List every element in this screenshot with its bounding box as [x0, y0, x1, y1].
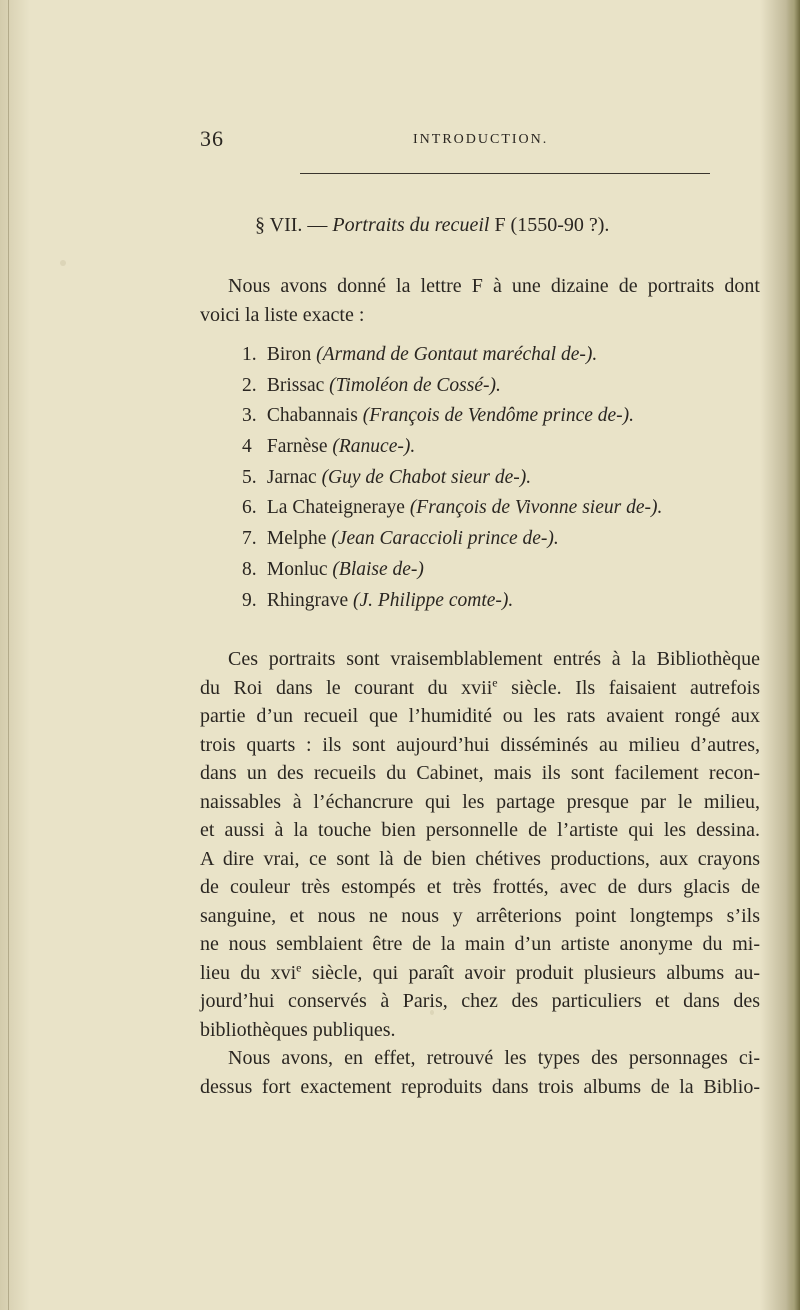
list-number: 6.	[242, 497, 257, 519]
portrait-list	[242, 340, 662, 616]
binding-edge	[8, 0, 9, 1310]
intro-paragraph	[200, 272, 760, 329]
text-line: jourd’hui conservés à Paris, chez des particuliers et dans des	[200, 990, 760, 1012]
page-number: 36	[200, 126, 224, 151]
list-name: Monluc	[266, 558, 328, 580]
list-name: Rhingrave	[266, 589, 349, 611]
list-detail: (Guy de Chabot sieur de-).	[321, 466, 532, 488]
list-item	[242, 555, 662, 586]
text-line: ne nous semblaient être de la main d’un artiste anonyme du mi-	[200, 933, 760, 955]
section-heading	[255, 214, 609, 237]
list-detail: (Ranuce-).	[332, 436, 416, 458]
list-item	[242, 463, 662, 494]
text-line: dessus fort exactement reproduits dans trois albums de la Biblio-	[200, 1075, 760, 1098]
section-number: § VII. —	[255, 214, 328, 236]
list-number: 8.	[242, 558, 257, 580]
superscript: e	[296, 959, 302, 974]
list-number: 1.	[242, 344, 257, 365]
list-item	[242, 493, 662, 524]
list-detail: (François de Vivonne sieur de-).	[409, 497, 663, 519]
list-number: 3.	[242, 405, 257, 427]
text-fragment: du Roi dans le courant du xvii	[200, 676, 493, 699]
body-paragraph	[200, 645, 760, 1101]
list-number: 2.	[242, 374, 257, 396]
superscript: e	[492, 674, 498, 689]
list-item	[242, 524, 662, 555]
list-item	[242, 586, 662, 617]
list-detail: (Armand de Gontaut maréchal de-).	[316, 344, 598, 365]
list-name: Farnèse	[266, 436, 328, 458]
list-detail: (Blaise de-)	[332, 558, 424, 580]
list-item	[242, 371, 662, 402]
text-line: sanguine, et nous ne nous y arrêterions point longtemps s’ils	[200, 904, 760, 927]
text-line: et aussi à la touche bien personnelle de l’artiste qui les dessina.	[200, 819, 760, 841]
list-detail: (J. Philippe comte-).	[352, 589, 514, 611]
text-line: voici la liste exacte :	[200, 303, 365, 326]
list-name: La Chateigneraye	[266, 497, 405, 519]
text-line: naissables à l’échancrure qui les partage presque par le milieu,	[200, 790, 760, 813]
list-name: Chabannais	[266, 405, 358, 427]
text-fragment: lieu du xvi	[200, 961, 297, 984]
list-item	[242, 340, 662, 371]
text-line: trois quarts : ils sont aujourd’hui disséminés au milieu d’autres,	[200, 733, 760, 756]
list-name: Jarnac	[266, 466, 317, 488]
text-fragment: siècle, qui paraît avoir produit plusieurs albums au-	[301, 961, 760, 984]
text-line: Nous avons donné la lettre F à une dizaine de portraits dont	[228, 275, 760, 297]
text-line: dans un des recueils du Cabinet, mais ils sont facilement recon-	[200, 762, 760, 784]
page-header	[0, 126, 800, 156]
text-fragment: siècle. Ils faisaient autrefois	[497, 676, 760, 699]
text-line	[200, 674, 760, 703]
section-title-rest: F (1550-90 ?).	[494, 214, 610, 236]
list-detail: (Timoléon de Cossé-).	[329, 374, 501, 396]
list-number: 4	[242, 436, 252, 458]
list-name: Melphe	[266, 528, 327, 550]
paper-spot	[60, 260, 66, 266]
text-line: bibliothèques publiques.	[200, 1018, 396, 1041]
list-detail: (François de Vendôme prince de-).	[362, 405, 635, 427]
list-item	[242, 401, 662, 432]
text-line: A dire vrai, ce sont là de bien chétives productions, aux crayons	[200, 847, 760, 870]
page-edge-shadow	[786, 0, 800, 1310]
text-line: Nous avons, en effet, retrouvé les types des personnages ci-	[228, 1047, 760, 1069]
list-name: Biron	[266, 344, 312, 365]
section-title: Portraits du recueil	[332, 214, 490, 236]
list-item	[242, 432, 662, 463]
running-head: INTRODUCTION.	[413, 132, 549, 147]
list-number: 7.	[242, 528, 257, 550]
text-line	[200, 959, 760, 988]
list-detail: (Jean Caraccioli prince de-).	[331, 528, 559, 550]
header-rule	[300, 173, 710, 174]
text-line: de couleur très estompés et très frottés, avec de durs glacis de	[200, 876, 760, 898]
list-number: 5.	[242, 466, 257, 488]
list-name: Brissac	[266, 374, 325, 396]
list-number: 9.	[242, 589, 257, 611]
text-line: partie d’un recueil que l’humidité ou les rats avaient rongé aux	[200, 705, 760, 727]
text-line: Ces portraits sont vraisemblablement entrés à la Bibliothèque	[228, 648, 760, 670]
